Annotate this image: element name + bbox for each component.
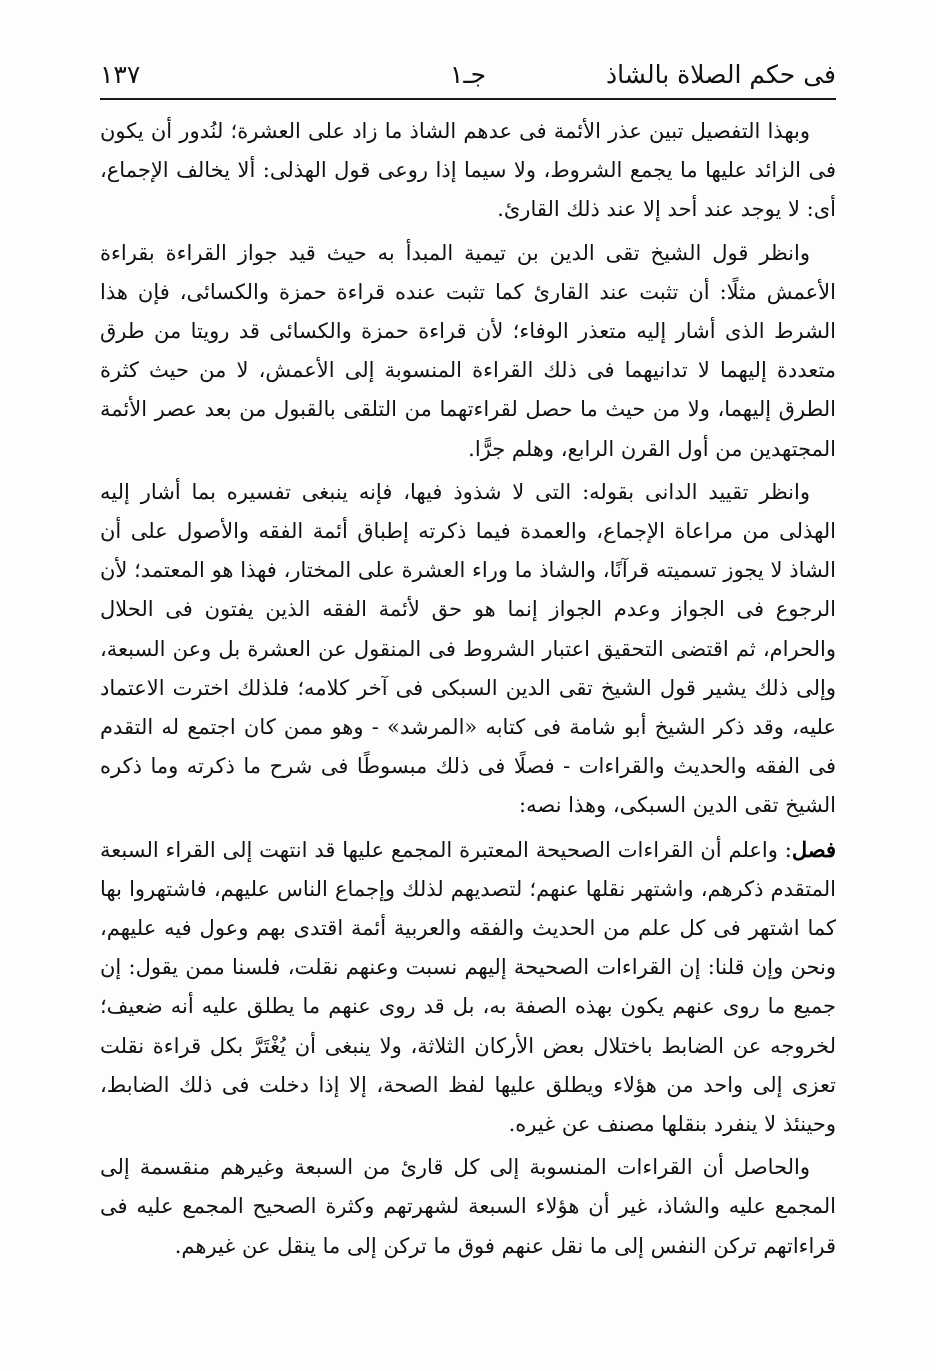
volume-label: جـ١ (449, 60, 487, 89)
fasl-label: فصل (791, 836, 836, 862)
running-title: فى حكم الصلاة بالشاذ (605, 60, 836, 89)
header-rule (100, 98, 836, 100)
fasl-text: : واعلم أن القراءات الصحيحة المعتبرة المجمع عليها قد انتهت إلى القراء السبعة المتقدم ذكرهم، واشتهر نقلها عنهم؛ لتصديهم لذلك وإجماع الناس عليهم، فاشتهروا بها كما اشتهر فى كل علم من الحديث والفقه والعربية أئمة اقتدى بهم وعول فيه عليهم، ونحن وإن قلنا: إن القراءات الصحيحة إليهم نسبت وعنهم نقلت، فلسنا ممن يقول: إن جميع ما روى عنهم يكون بهذه الصفة به، بل قد روى عنهم ما يطلق عليه أنه ضعيف؛ لخروجه عن الضابط باختلال بعض الأركان الثلاثة، ولا ينبغى أن يُغْتَرَّ بكل قراءة نقلت تعزى إلى واحد من هؤلاء ويطلق عليها لفظ الصحة، إلا إذا دخلت فى ذلك الضابط، وحينئذ لا ينفرد بنقلها مصنف عن غيره. (100, 837, 836, 1137)
paragraph-last: والحاصل أن القراءات المنسوبة إلى كل قارئ من السبعة وغيرهم منقسمة إلى المجمع عليه والشاذ، غير أن هؤلاء السبعة لشهرتهم وكثرة الصحيح المجمع عليه فى قراءاتهم تركن النفس إلى ما نقل عنهم فوق ما تركن إلى ما ينقل عن غيرهم. (100, 1155, 836, 1258)
paragraph-3: وانظر تقييد الدانى بقوله: التى لا شذوذ فيها، فإنه ينبغى تفسيره بما أشار إليه الهذلى من مراعاة الإجماع، والعمدة فيما ذكرته إطباق أئمة الفقه والأصول على أن الشاذ لا يجوز تسميته قرآنًا، والشاذ ما وراء العشرة على المختار، فهذا هو المعتمد؛ لأن الرجوع فى الجواز وعدم الجواز إنما هو حق لأئمة الفقه الذين يفتون فى الحلال والحرام، ثم اقتضى التحقيق اعتبار الشروط فى المنقول عن العشرة بل وعن السبعة، وإلى ذلك يشير قول الشيخ تقى الدين السبكى فى آخر كلامه؛ فلذلك اخترت الاعتماد عليه، وقد ذكر الشيخ أبو شامة فى كتابه «المرشد» - وهو ممن كان اجتمع له التقدم فى الفقه والحديث والقراءات - فصلًا فى ذلك مبسوطًا فى شرح ما ذكرته وما ذكره الشيخ تقى الدين السبكى، وهذا نصه: (100, 479, 836, 818)
paragraph-fasl (100, 830, 836, 1145)
page-number: ١٣٧ (100, 60, 141, 89)
paragraph-1: وبهذا التفصيل تبين عذر الأئمة فى عدهم الشاذ ما زاد على العشرة؛ لنُدور أن يكون فى الزائد عليها ما يجمع الشروط، ولا سيما إذا روعى قول الهذلى: ألا يخالف الإجماع، أى: لا يوجد عند أحد إلا عند ذلك القارئ. (100, 119, 836, 222)
page-header (100, 54, 836, 98)
page-body (100, 112, 836, 1270)
paragraph-2: وانظر قول الشيخ تقى الدين بن تيمية المبدأ به حيث قيد جواز القراءة بقراءة الأعمش مثلًا: أن تثبت عند القارئ كما تثبت عنده قراءة حمزة والكسائى، فإن هذا الشرط الذى أشار إليه متعذر الوفاء؛ لأن قراءة حمزة والكسائى قد رويتا من طرق متعددة إليهما لا تدانيهما فى ذلك القراءة المنسوبة إلى الأعمش، لا من حيث كثرة الطرق إليهما، ولا من حيث ما حصل لقراءتهما من التلقى بالقبول من بعد عصر الأئمة المجتهدين من أول القرن الرابع، وهلم جرًّا. (100, 240, 836, 461)
